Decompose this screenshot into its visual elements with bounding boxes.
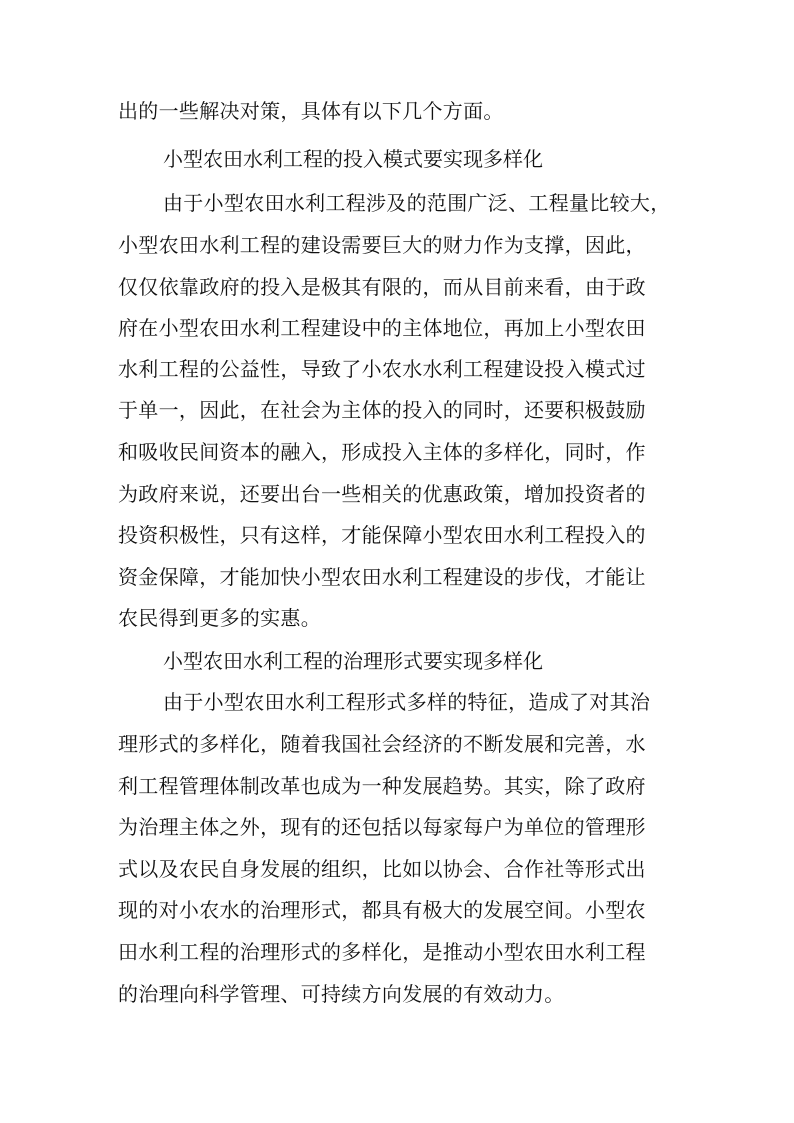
section2-paragraph-line: 式以及农民自身发展的组织，比如以协会、合作社等形式出 bbox=[118, 857, 646, 881]
section2-paragraph-line: 田水利工程的治理形式的多样化，是推动小型农田水利工程 bbox=[118, 940, 646, 964]
section1-paragraph-line: 和吸收民间资本的融入，形成投入主体的多样化，同时，作 bbox=[118, 440, 646, 464]
section1-paragraph-line: 农民得到更多的实惠。 bbox=[118, 606, 321, 630]
section2-paragraph-line: 的治理向科学管理、可持续方向发展的有效动力。 bbox=[118, 982, 565, 1006]
section1-paragraph-line: 府在小型农田水利工程建设中的主体地位，再加上小型农田 bbox=[118, 316, 646, 340]
section1-paragraph-line: 由于小型农田水利工程涉及的范围广泛、工程量比较大， bbox=[163, 191, 671, 215]
section1-paragraph-line: 为政府来说，还要出台一些相关的优惠政策，增加投资者的 bbox=[118, 482, 646, 506]
section1-paragraph-line: 投资积极性，只有这样，才能保障小型农田水利工程投入的 bbox=[118, 523, 646, 547]
section1-paragraph-line: 于单一，因此，在社会为主体的投入的同时，还要积极鼓励 bbox=[118, 398, 646, 422]
section2-paragraph-line: 现的对小农水的治理形式，都具有极大的发展空间。小型农 bbox=[118, 898, 646, 922]
section2-paragraph-line: 由于小型农田水利工程形式多样的特征，造成了对其治 bbox=[163, 690, 651, 714]
section2-paragraph-line: 利工程管理体制改革也成为一种发展趋势。其实，除了政府 bbox=[118, 774, 646, 798]
section2-paragraph-line: 为治理主体之外，现有的还包括以每家每户为单位的管理形 bbox=[118, 815, 646, 839]
intro-line: 出的一些解决对策，具体有以下几个方面。 bbox=[118, 99, 504, 123]
section1-paragraph-line: 小型农田水利工程的建设需要巨大的财力作为支撑，因此， bbox=[118, 233, 646, 257]
section1-paragraph-line: 资金保障，才能加快小型农田水利工程建设的步伐，才能让 bbox=[118, 565, 646, 589]
section1-paragraph-line: 仅仅依靠政府的投入是极其有限的，而从目前来看，由于政 bbox=[118, 275, 646, 299]
section1-paragraph-line: 水利工程的公益性，导致了小农水水利工程建设投入模式过 bbox=[118, 357, 646, 381]
section2-paragraph-line: 理形式的多样化，随着我国社会经济的不断发展和完善，水 bbox=[118, 732, 646, 756]
section1-heading: 小型农田水利工程的投入模式要实现多样化 bbox=[163, 147, 543, 171]
section2-heading: 小型农田水利工程的治理形式要实现多样化 bbox=[163, 649, 543, 673]
